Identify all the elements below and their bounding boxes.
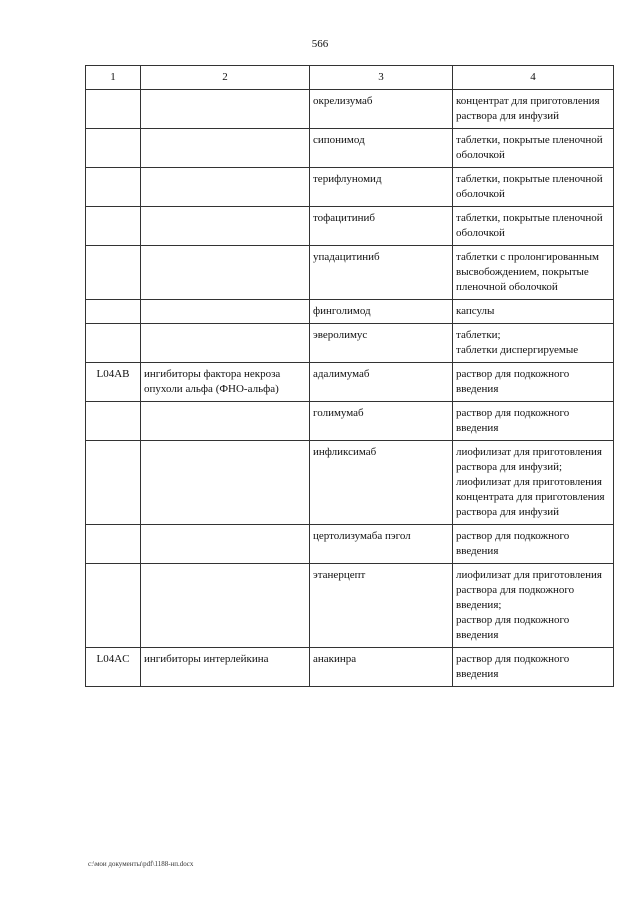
table-header-row <box>86 66 614 90</box>
drug-name-cell: финголимод <box>310 300 453 324</box>
dosage-form-cell: раствор для подкожного введения <box>453 648 614 687</box>
group-name-cell: ингибиторы интерлейкина <box>141 648 310 687</box>
atc-code-cell <box>86 90 141 129</box>
group-name-cell <box>141 129 310 168</box>
dosage-form-cell: раствор для подкожного введения <box>453 525 614 564</box>
atc-code-cell <box>86 168 141 207</box>
atc-code-cell <box>86 300 141 324</box>
table-row <box>86 402 614 441</box>
header-col-1: 1 <box>86 66 141 90</box>
group-name-cell <box>141 246 310 300</box>
dosage-form-cell: таблетки, покрытые пленочной оболочкой <box>453 207 614 246</box>
file-path-footer: c:\мои документы\pdf\1188-нп.docx <box>88 860 194 868</box>
group-name-cell <box>141 402 310 441</box>
group-name-cell <box>141 525 310 564</box>
group-name-cell: ингибиторы фактора некроза опухоли альфа (ФНО-альфа) <box>141 363 310 402</box>
dosage-form-cell: лиофилизат для приготовления раствора для подкожного введения; раствор для подкожного введения <box>453 564 614 648</box>
table-row <box>86 441 614 525</box>
dosage-form-cell: раствор для подкожного введения <box>453 363 614 402</box>
table-row <box>86 300 614 324</box>
table-row <box>86 648 614 687</box>
table-row <box>86 246 614 300</box>
drug-table-body <box>86 66 614 687</box>
page-number: 566 <box>311 38 329 50</box>
drug-name-cell: цертолизумаба пэгол <box>310 525 453 564</box>
atc-code-cell <box>86 246 141 300</box>
dosage-form-cell: таблетки с пролонгированным высвобождением, покрытые пленочной оболочкой <box>453 246 614 300</box>
drug-name-cell: упадацитиниб <box>310 246 453 300</box>
group-name-cell <box>141 324 310 363</box>
table-row <box>86 129 614 168</box>
drug-name-cell: инфликсимаб <box>310 441 453 525</box>
dosage-form-cell: капсулы <box>453 300 614 324</box>
group-name-cell <box>141 564 310 648</box>
drug-name-cell: окрелизумаб <box>310 90 453 129</box>
group-name-cell <box>141 90 310 129</box>
drug-name-cell: адалимумаб <box>310 363 453 402</box>
dosage-form-cell: раствор для подкожного введения <box>453 402 614 441</box>
header-col-2: 2 <box>141 66 310 90</box>
atc-code-cell <box>86 207 141 246</box>
dosage-form-cell: таблетки, покрытые пленочной оболочкой <box>453 168 614 207</box>
group-name-cell <box>141 441 310 525</box>
dosage-form-cell: концентрат для приготовления раствора для инфузий <box>453 90 614 129</box>
drug-name-cell: сипонимод <box>310 129 453 168</box>
drug-table <box>85 65 614 687</box>
header-col-4: 4 <box>453 66 614 90</box>
atc-code-cell: L04AC <box>86 648 141 687</box>
atc-code-cell <box>86 402 141 441</box>
drug-name-cell: эверолимус <box>310 324 453 363</box>
dosage-form-cell: таблетки; таблетки диспергируемые <box>453 324 614 363</box>
table-row <box>86 363 614 402</box>
table-row <box>86 564 614 648</box>
table-row <box>86 90 614 129</box>
table-row <box>86 324 614 363</box>
drug-name-cell: голимумаб <box>310 402 453 441</box>
dosage-form-cell: лиофилизат для приготовления раствора для инфузий; лиофилизат для приготовления концентрата для приготовления раствора для инфузий <box>453 441 614 525</box>
group-name-cell <box>141 207 310 246</box>
dosage-form-cell: таблетки, покрытые пленочной оболочкой <box>453 129 614 168</box>
atc-code-cell <box>86 525 141 564</box>
table-row <box>86 525 614 564</box>
drug-name-cell: тофацитиниб <box>310 207 453 246</box>
atc-code-cell <box>86 564 141 648</box>
drug-name-cell: этанерцепт <box>310 564 453 648</box>
group-name-cell <box>141 168 310 207</box>
atc-code-cell <box>86 324 141 363</box>
atc-code-cell <box>86 441 141 525</box>
header-col-3: 3 <box>310 66 453 90</box>
group-name-cell <box>141 300 310 324</box>
drug-name-cell: анакинра <box>310 648 453 687</box>
atc-code-cell <box>86 129 141 168</box>
table-row <box>86 207 614 246</box>
atc-code-cell: L04AB <box>86 363 141 402</box>
drug-name-cell: терифлуномид <box>310 168 453 207</box>
table-row <box>86 168 614 207</box>
